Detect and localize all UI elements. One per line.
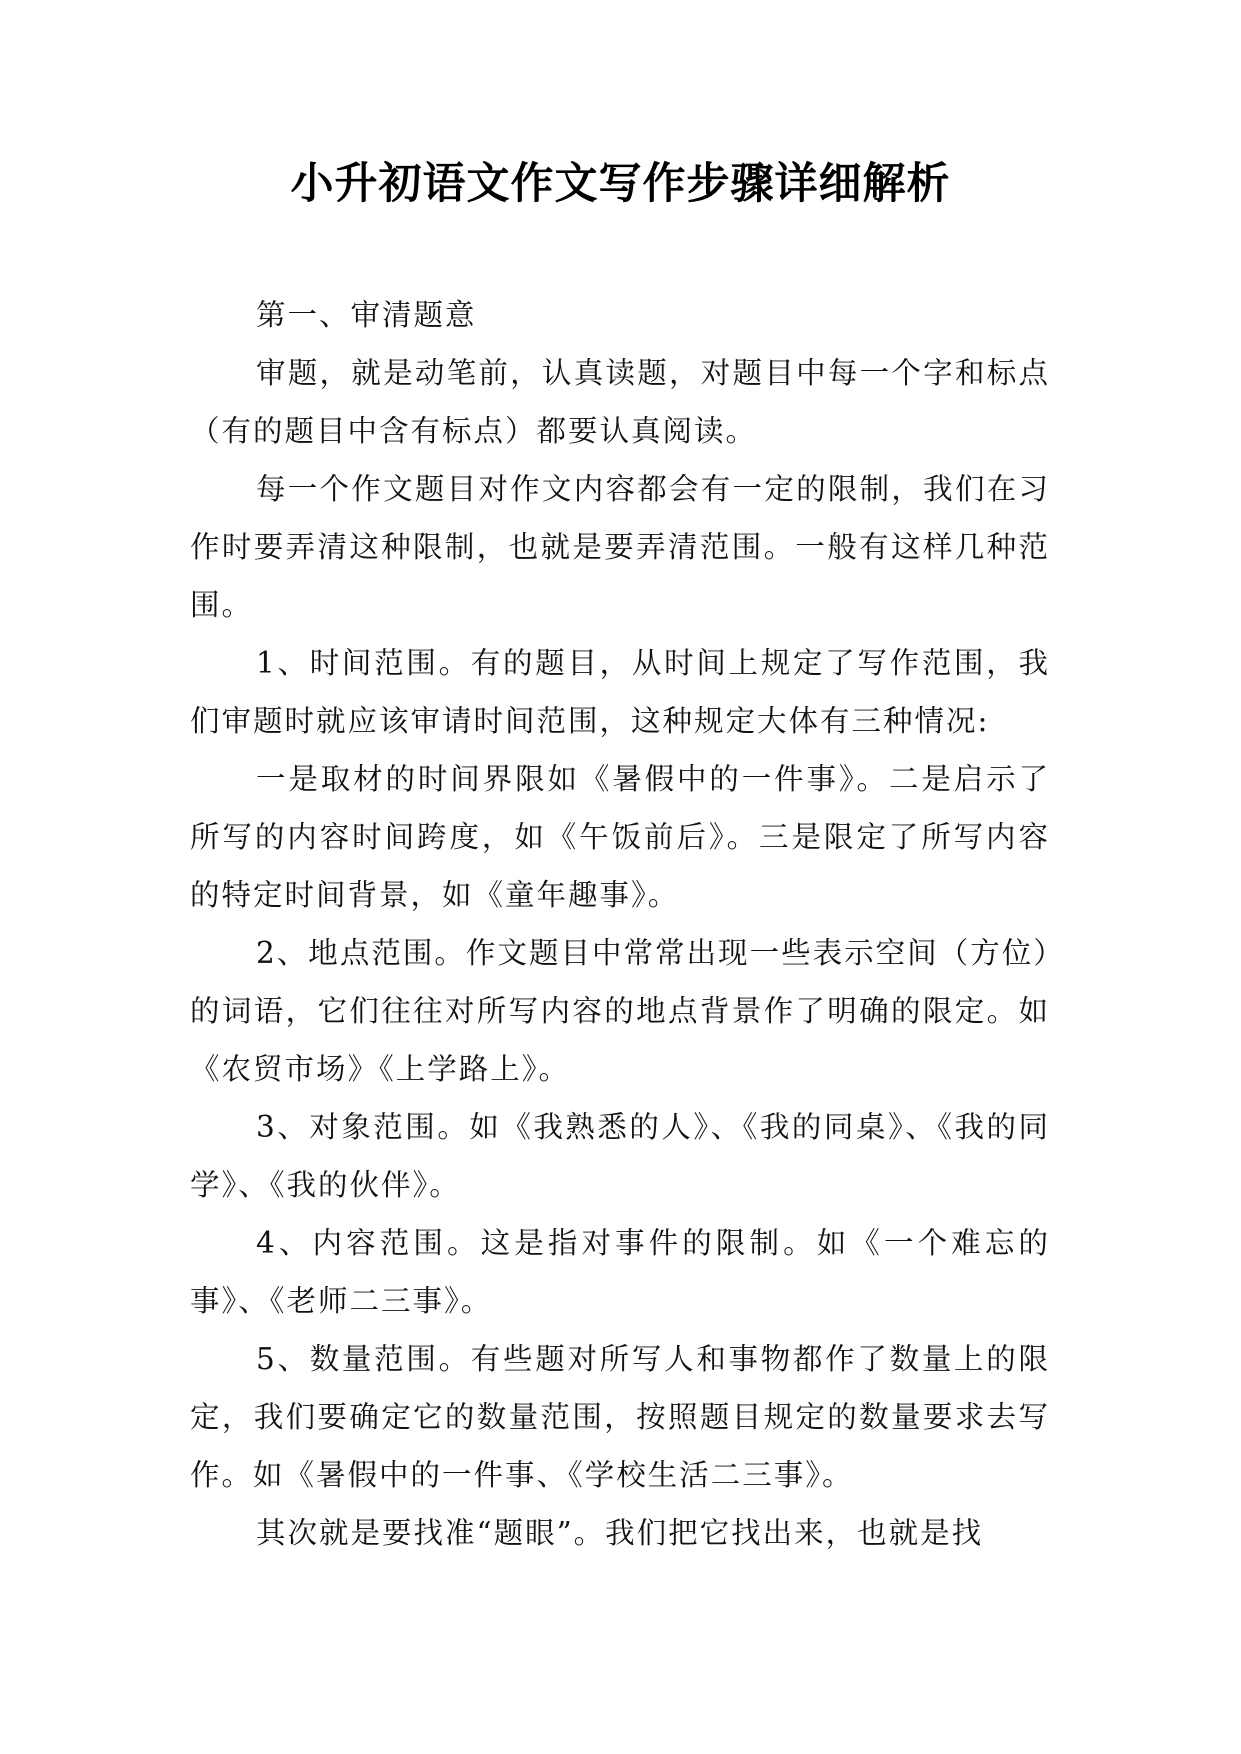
- paragraph: 一是取材的时间界限如《暑假中的一件事》。二是启示了所写的内容时间跨度，如《午饭前后》。三是限定了所写内容的特定时间背景，如《童年趣事》。: [190, 762, 1050, 912]
- list-item-quantity-range: 5、数量范围。有些题对所写人和事物都作了数量上的限定，我们要确定它的数量范围，按照题目规定的数量要求去写作。如《暑假中的一件事、《学校生活二三事》。: [190, 1342, 1050, 1492]
- list-item-time-range: 1、时间范围。有的题目，从时间上规定了写作范围，我们审题时就应该审请时间范围，这种规定大体有三种情况:: [190, 646, 1050, 738]
- paragraph: 每一个作文题目对作文内容都会有一定的限制，我们在习作时要弄清这种限制，也就是要弄清范围。一般有这样几种范围。: [190, 472, 1050, 622]
- list-item-content-range: 4、内容范围。这是指对事件的限制。如《一个难忘的事》、《老师二三事》。: [190, 1226, 1050, 1318]
- list-item-object-range: 3、对象范围。如《我熟悉的人》、《我的同桌》、《我的同学》、《我的伙伴》。: [190, 1110, 1050, 1202]
- document-title: 小升初语文作文写作步骤详细解析: [290, 159, 951, 209]
- paragraph: 其次就是要找准“题眼”。我们把它找出来，也就是找: [256, 1516, 984, 1550]
- section-heading: 第一、审清题意: [256, 298, 477, 332]
- document-body: [190, 286, 1050, 1562]
- list-item-place-range: 2、地点范围。作文题目中常常出现一些表示空间（方位）的词语，它们往往对所写内容的地点背景作了明确的限定。如《农贸市场》《上学路上》。: [190, 936, 1050, 1086]
- paragraph: 审题，就是动笔前，认真读题，对题目中每一个字和标点（有的题目中含有标点）都要认真阅读。: [190, 356, 1050, 448]
